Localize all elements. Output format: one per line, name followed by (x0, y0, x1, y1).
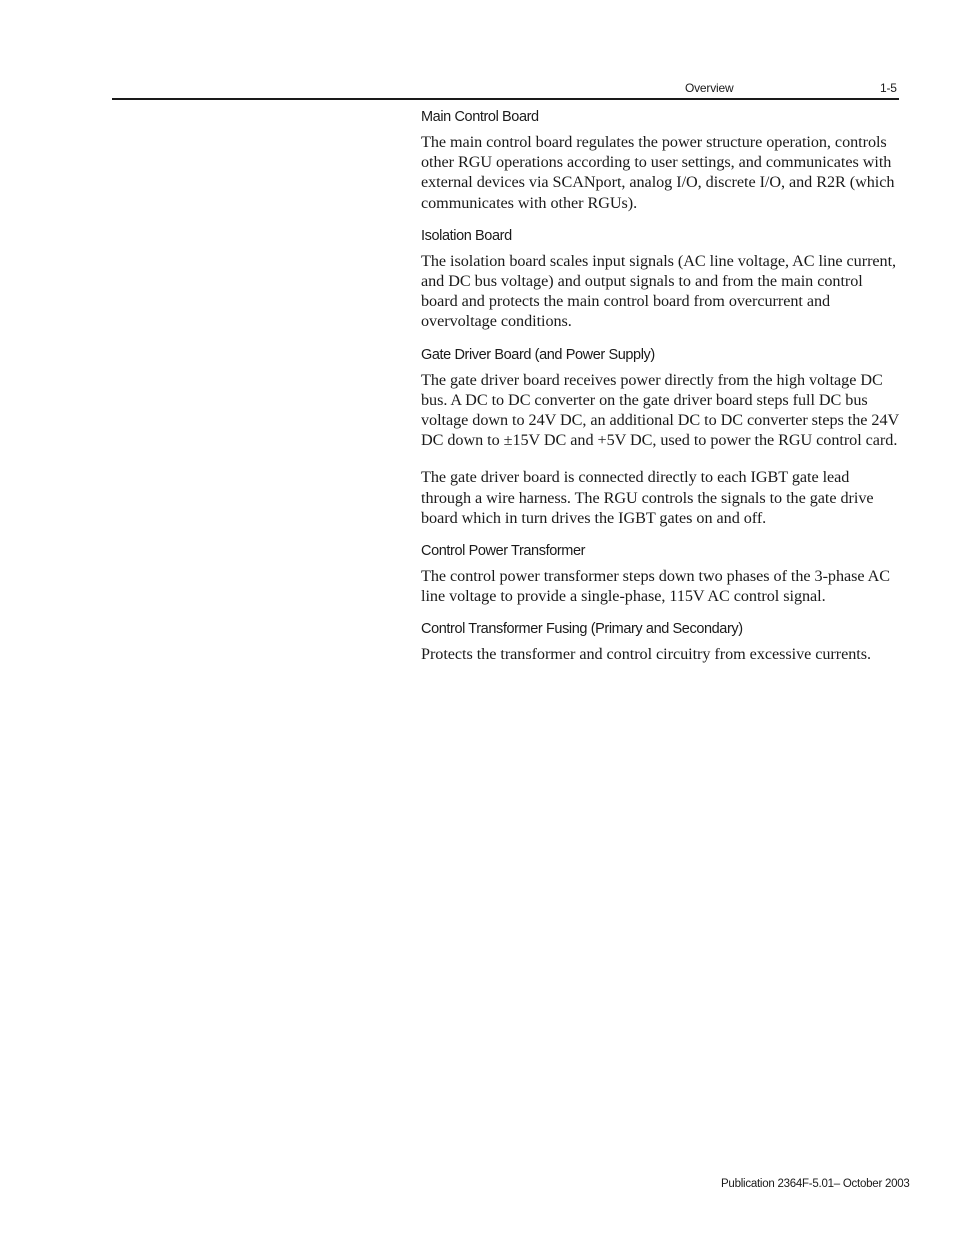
page-content (421, 106, 901, 677)
section-heading: Gate Driver Board (and Power Supply) (421, 346, 655, 363)
running-header-section: Overview (685, 81, 734, 95)
section-gate-driver-board (421, 344, 901, 528)
section-isolation-board (421, 225, 901, 332)
section-paragraph: The isolation board scales input signals (AC line voltage, AC line current, and DC bus voltage) and output signals to and from the main control board and protects the main control board from overcurrent and overvoltage conditions. (421, 251, 897, 331)
header-rule (112, 98, 899, 100)
section-heading: Control Transformer Fusing (Primary and Secondary) (421, 621, 743, 638)
publication-footer: Publication 2364F-5.01– October 2003 (721, 1178, 910, 1190)
section-main-control-board (421, 106, 901, 213)
section-paragraph: The control power transformer steps down two phases of the 3-phase AC line voltage to provide a single-phase, 115V AC control signal. (421, 567, 891, 606)
page-number: 1-5 (880, 81, 897, 95)
section-heading: Isolation Board (421, 227, 512, 244)
section-heading: Control Power Transformer (421, 543, 586, 560)
section-paragraph: The gate driver board is connected directly to each IGBT gate lead through a wire harness. The RGU controls the signals to the gate drive board which in turn drives the IGBT gates on and off. (421, 468, 874, 527)
section-paragraph: The main control board regulates the power structure operation, controls other RGU operations according to user settings, and communicates with external devices via SCANport, analog I/O, discrete I/O, and R2R (which communicates with other RGUs). (421, 133, 895, 212)
section-paragraph: Protects the transformer and control circuitry from excessive currents. (421, 645, 871, 664)
section-control-transformer-fusing (421, 618, 901, 664)
section-paragraph: The gate driver board receives power directly from the high voltage DC bus. A DC to DC converter on the gate driver board steps full DC bus voltage down to 24V DC, an additional DC to DC converter steps the 24V DC down to ±15V DC and +5V DC, used to power the RGU control card. (421, 370, 899, 450)
section-heading: Main Control Board (421, 109, 539, 125)
section-control-power-transformer (421, 540, 901, 606)
